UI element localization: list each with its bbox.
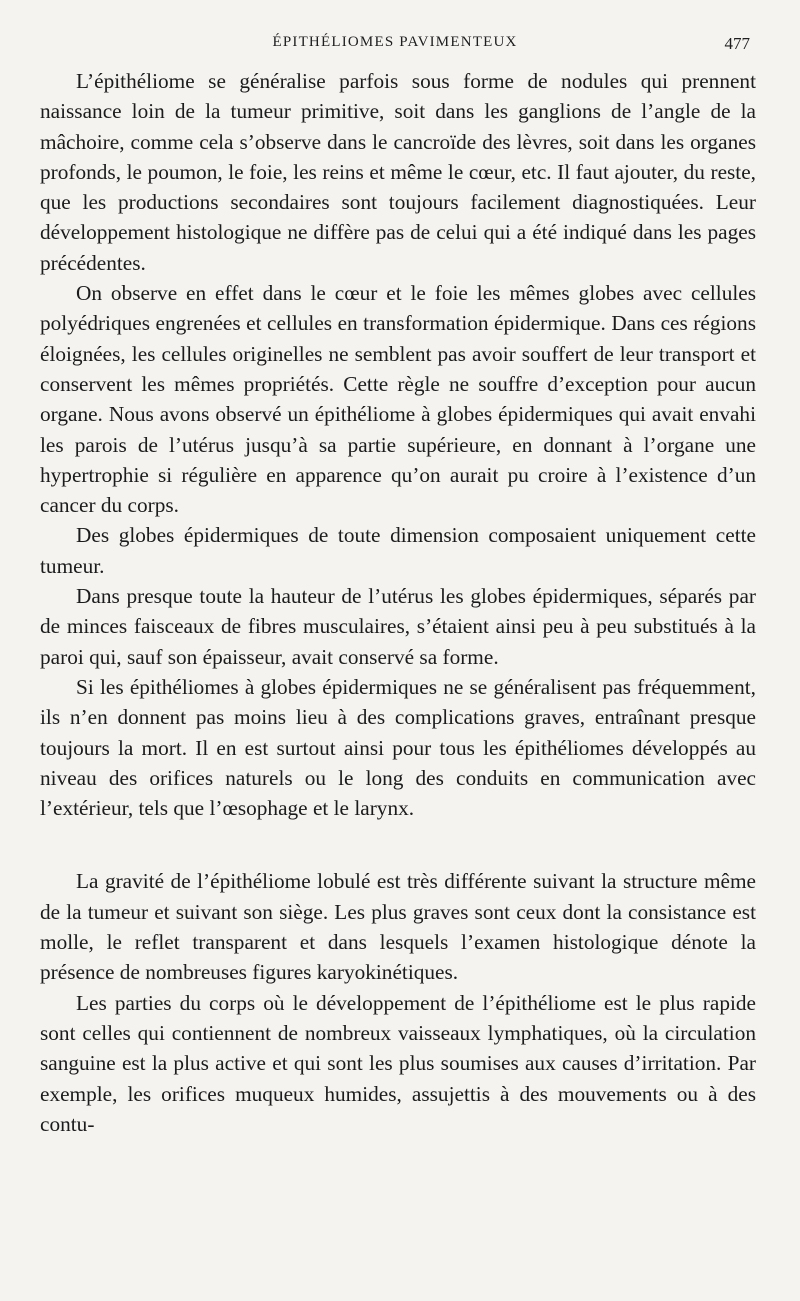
page-body — [40, 66, 756, 1139]
paragraph: Si les épithéliomes à globes épidermiques ne se généralisent pas fréquemment, ils n’en donnent pas moins lieu à des complications graves, entraînant presque toujours la mort. Il en est surtout ainsi pour tous les épithéliomes développés au niveau des orifices naturels ou le long des conduits en communication avec l’extérieur, tels que l’œsophage et le larynx. — [40, 674, 756, 821]
paragraph: Dans presque toute la hauteur de l’utérus les globes épidermiques, séparés par de minces faisceaux de fibres musculaires, s’étaient ainsi peu à peu substitués à la paroi qui, sauf son épaisseur, avait conservé sa forme. — [40, 584, 756, 669]
page-number: 477 — [724, 34, 750, 53]
paragraph: L’épithéliome se généralise parfois sous forme de nodules qui prennent naissance loin de la tumeur primitive, soit dans les ganglions de l’angle de la mâchoire, comme cela s’observe dans le cancroïde des lèvres, soit dans les organes profonds, le poumon, le foie, les reins et même le cœur, etc. Il faut ajouter, du reste, que les productions secondaires sont toujours facilement diagnostiquées. Leur développement histologique ne diffère pas de celui qui a été indiqué dans les pages précédentes. — [40, 69, 756, 275]
paragraph: Les parties du corps où le développement de l’épithéliome est le plus rapide sont celles qui contiennent de nombreux vaisseaux lymphatiques, où la circulation sanguine est la plus active et qui sont les plus soumises aux causes d’irritation. Par exemple, les orifices muqueux humides, assujettis à des mouvements ou à des contu- — [40, 990, 756, 1136]
paragraph: La gravité de l’épithéliome lobulé est très différente suivant la structure même de la tumeur et suivant son siège. Les plus graves sont ceux dont la consistance est molle, le reflet transparent et dans lesquels l’examen histologique dénote la présence de nombreuses figures karyokinétiques. — [40, 869, 756, 985]
paragraph: On observe en effet dans le cœur et le foie les mêmes globes avec cellules polyédriques engrenées et cellules en transformation épidermique. Dans ces régions éloignées, les cellules originelles ne semblent pas avoir souffert de leur transport et conservent les mêmes propriétés. Cette règle ne souffre d’exception pour aucun organe. Nous avons observé un épithéliome à globes épidermiques qui avait envahi les parois de l’utérus jusqu’à sa partie supérieure, en donnant à l’organe une hypertrophie si régulière en apparence qu’on aurait pu croire à l’existence d’un cancer du corps. — [40, 281, 756, 518]
running-title: ÉPITHÉLIOMES PAVIMENTEUX — [272, 34, 518, 50]
section-gap — [40, 823, 756, 866]
paragraph: Des globes épidermiques de toute dimension composaient uniquement cette tumeur. — [40, 523, 756, 578]
page-header — [40, 34, 750, 56]
